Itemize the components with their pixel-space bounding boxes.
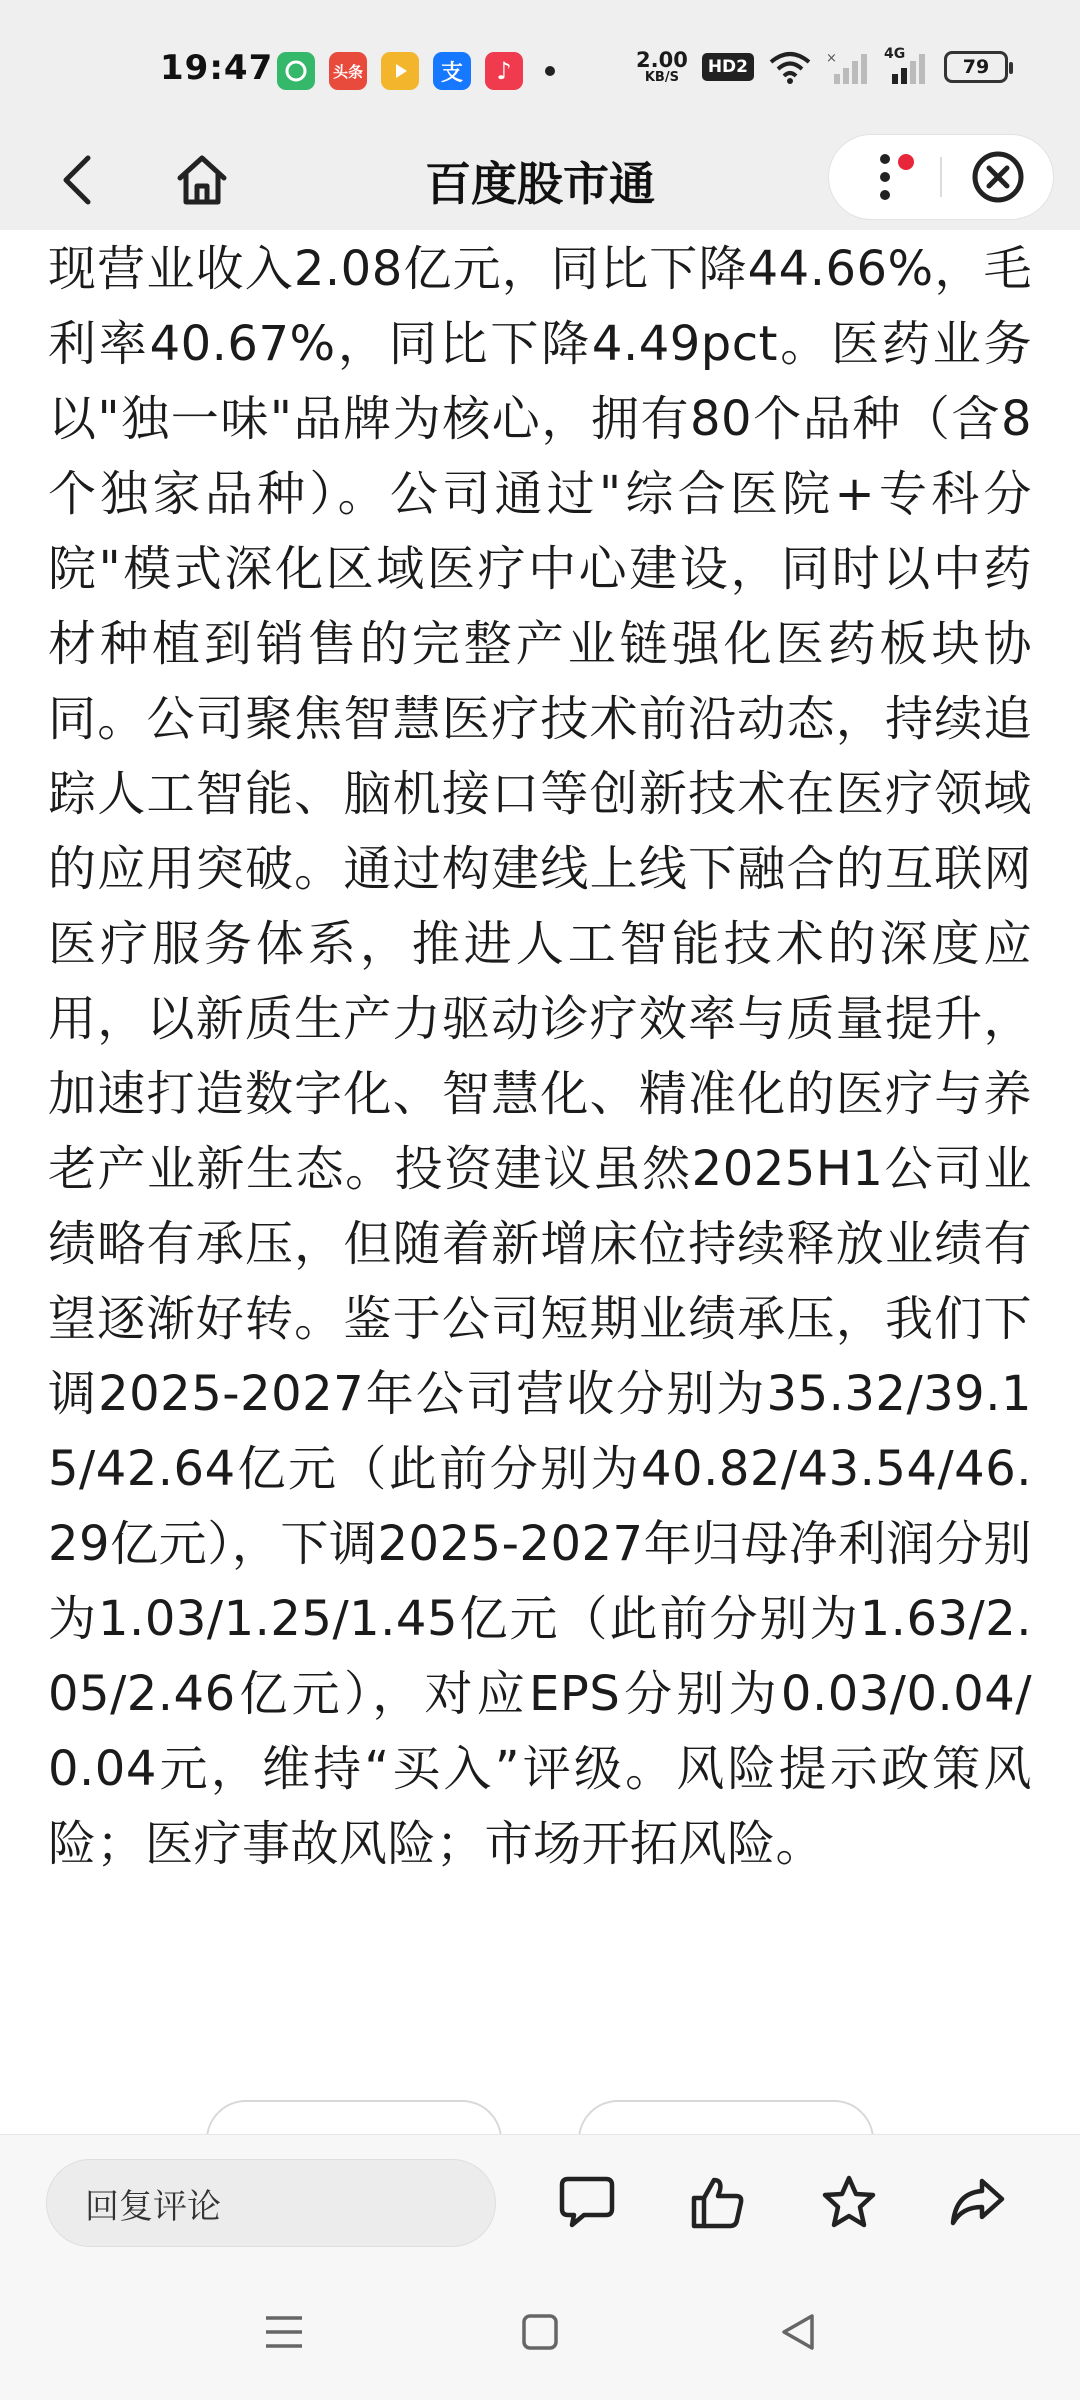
star-icon — [820, 2174, 878, 2230]
more-notifications-dot-icon — [545, 66, 555, 76]
home-system-button[interactable] — [510, 2302, 570, 2362]
battery-indicator: 79 — [944, 51, 1008, 83]
reply-comment-input[interactable]: 回复评论 — [46, 2159, 496, 2247]
close-circle-icon — [971, 150, 1025, 204]
signal-2-icon — [884, 46, 930, 84]
notification-app-icons — [277, 52, 555, 90]
signal-type-label: 4G — [884, 46, 906, 62]
menu-icon — [264, 2314, 304, 2350]
system-nav-bar — [0, 2262, 1080, 2400]
square-icon — [521, 2313, 559, 2351]
toutiao-icon: 头条 — [329, 52, 367, 90]
favorite-button[interactable] — [814, 2167, 884, 2237]
article-body: 现营业收入2.08亿元，同比下降44.66%，毛利率40.67%，同比下降4.49pct。医药业务以"独一味"品牌为核心，拥有80个品种（含8个独家品种）。公司通过"综合医院+专科分院"模式深化区域医疗中心建设，同时以中药材种植到销售的完整产业链强化医药板块协同。公司聚焦智慧医疗技术前沿动态，持续追踪人工智能、脑机接口等创新技术在医疗领域的应用突破。通过构建线上线下融合的互联网医疗服务体系，推进人工智能技术的深度应用，以新质生产力驱动诊疗效率与质量提升，加速打造数字化、智慧化、精准化的医疗与养老产业新生态。投资建议虽然2025H1公司业绩略有承压，但随着新增床位持续释放业绩有望逐渐好转。鉴于公司短期业绩承压，我们下调2025-2027年公司营收分别为35.32/39.15/42.64亿元（此前分别为40.82/43.54/46.29亿元），下调2025-2027年归母净利润分别为1.03/1.25/1.45亿元（此前分别为1.63/2.05/2.46亿元），对应EPS分别为0.03/0.04/0.04元，维持“买入”评级。风险提示政策风险；医疗事故风险；市场开拓风险。 — [48, 241, 1032, 1872]
network-speed — [636, 50, 688, 84]
comment-icon — [558, 2175, 616, 2229]
share-icon — [948, 2175, 1006, 2229]
more-button[interactable] — [829, 134, 940, 220]
comment-button[interactable] — [552, 2167, 622, 2237]
page-title: 百度股市通 — [425, 157, 655, 211]
video-app-icon — [381, 52, 419, 90]
recent-apps-button[interactable] — [254, 2302, 314, 2362]
bottom-comment-bar — [0, 2134, 1080, 2262]
like-button[interactable] — [682, 2167, 752, 2237]
thumbs-up-icon — [688, 2174, 746, 2230]
status-bar — [0, 0, 1080, 130]
wifi-icon — [768, 50, 812, 84]
network-speed-unit: KB/S — [644, 70, 679, 85]
notification-red-dot — [898, 154, 914, 170]
alipay-icon: 支 — [433, 52, 471, 90]
status-indicators — [636, 46, 1008, 85]
status-time: 19:47 — [160, 48, 274, 88]
top-nav-bar — [0, 130, 1080, 230]
svg-text:×: × — [826, 51, 837, 66]
green-app-icon — [277, 52, 315, 90]
share-button[interactable] — [942, 2167, 1012, 2237]
triangle-back-icon — [779, 2312, 817, 2352]
more-vertical-icon — [878, 152, 892, 202]
signal-1-icon — [826, 50, 870, 84]
mini-program-capsule — [828, 134, 1054, 220]
hd-badge: HD2 — [702, 53, 754, 81]
system-back-button[interactable] — [768, 2302, 828, 2362]
network-speed-value: 2.00 — [636, 48, 688, 72]
music-icon: ♪ — [485, 52, 523, 90]
close-button[interactable] — [942, 134, 1053, 220]
